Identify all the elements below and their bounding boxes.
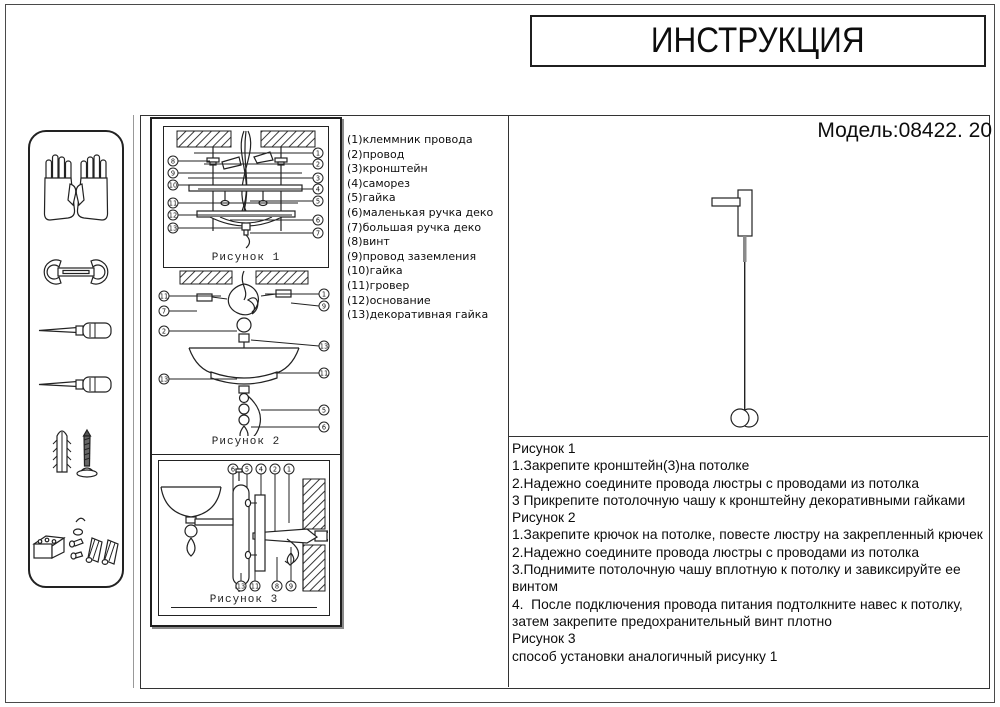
svg-text:13: 13 — [319, 342, 329, 351]
figure-1-drawing — [164, 127, 327, 251]
wrench-icon — [37, 258, 115, 288]
svg-text:5: 5 — [321, 406, 327, 415]
figures-separator-line — [152, 454, 340, 455]
model-label: Модель:08422. 20 — [817, 119, 992, 142]
screwdriver-icon — [36, 372, 116, 396]
parts-list-item: (13)декоративная гайка — [347, 308, 489, 322]
svg-text:1: 1 — [286, 465, 292, 474]
figure-3 — [158, 460, 330, 616]
parts-list-item: (11)гровер — [347, 278, 410, 292]
svg-text:11: 11 — [168, 199, 178, 208]
tools-panel — [28, 130, 124, 588]
svg-text:7: 7 — [161, 307, 167, 316]
instruction-line: способ установки аналогичный рисунку 1 — [512, 648, 778, 664]
left-margin-line — [133, 115, 134, 688]
svg-text:13: 13 — [236, 582, 246, 591]
anchor-screw-icon — [45, 426, 107, 482]
svg-text:4: 4 — [258, 465, 264, 474]
svg-text:9: 9 — [170, 169, 176, 178]
svg-text:13: 13 — [159, 375, 169, 384]
parts-list-item: (1)клеммник провода — [347, 133, 473, 146]
parts-list-item: (10)гайка — [347, 264, 403, 278]
svg-text:11: 11 — [159, 292, 169, 301]
instruction-line: Рисунок 2 — [512, 510, 576, 526]
instruction-line: 2.Надежно соедините провода люстры с проводами из потолка — [512, 475, 920, 491]
svg-text:5: 5 — [244, 465, 250, 474]
svg-text:11: 11 — [319, 369, 329, 378]
svg-text:5: 5 — [315, 197, 321, 206]
svg-text:1: 1 — [315, 149, 321, 158]
parts-list — [347, 133, 497, 323]
instruction-line: 1.Закрепите крючок на потолке, повесте люстру на закрепленный крючек — [512, 527, 983, 543]
instruction-line: 2.Надежно соедините провода люстры с проводами из потолка — [512, 544, 920, 560]
svg-text:4: 4 — [315, 185, 321, 194]
svg-text:1: 1 — [321, 290, 327, 299]
instruction-line: 3 Прикрепите потолочную чашу к кронштейну декоративными гайками — [512, 492, 966, 508]
figure-3-caption: Рисунок 3 — [209, 594, 279, 606]
figure-2 — [153, 270, 337, 436]
gloves-icon — [37, 148, 115, 228]
figure-1-caption: Рисунок 1 — [211, 252, 281, 264]
svg-text:7: 7 — [315, 229, 321, 238]
svg-text:12: 12 — [168, 211, 178, 220]
parts-list-item: (7)большая ручка деко — [347, 220, 482, 234]
parts-list-item: (3)кронштейн — [347, 162, 428, 176]
svg-text:8: 8 — [274, 582, 280, 591]
fasteners-icon — [30, 512, 122, 570]
svg-text:2: 2 — [315, 160, 321, 169]
figure-1 — [163, 126, 329, 268]
svg-text:9: 9 — [288, 582, 294, 591]
svg-text:2: 2 — [272, 465, 278, 474]
svg-text:2: 2 — [161, 327, 167, 336]
instruction-line: 4. После подключения провода питания подтолкните навес к потолку, затем закрепите предохранительный винт плотно — [512, 596, 967, 629]
vertical-divider — [508, 115, 509, 687]
svg-text:6: 6 — [321, 423, 327, 432]
horizontal-divider — [509, 436, 988, 437]
svg-text:11: 11 — [250, 582, 260, 591]
instruction-line: Рисунок 3 — [512, 631, 576, 647]
figure-3-caption-underline — [171, 607, 317, 608]
instruction-line: 3.Поднимите потолочную чашу вплотную к потолку и завиксируйте ее винтом — [512, 562, 965, 595]
figures-panel — [150, 117, 342, 627]
svg-text:8: 8 — [170, 157, 176, 166]
instructions-text — [512, 440, 988, 665]
figure-3-drawing — [159, 461, 328, 593]
page-title: ИНСТРУКЦИЯ — [651, 21, 865, 60]
svg-text:9: 9 — [321, 302, 327, 311]
parts-list-item: (5)гайка — [347, 191, 396, 205]
svg-text:13: 13 — [168, 224, 178, 233]
instruction-line: 1.Закрепите кронштейн(3)на потолке — [512, 458, 750, 474]
parts-list-item: (4)саморез — [347, 176, 410, 190]
figure-2-caption: Рисунок 2 — [211, 436, 281, 448]
parts-list-item: (2)провод — [347, 147, 405, 161]
parts-list-item: (12)основание — [347, 293, 431, 307]
svg-text:3: 3 — [315, 174, 321, 183]
svg-text:6: 6 — [315, 216, 321, 225]
svg-text:6: 6 — [230, 465, 236, 474]
screwdriver-icon — [36, 318, 116, 342]
parts-list-item: (8)винт — [347, 235, 390, 249]
parts-list-item: (6)маленькая ручка деко — [347, 205, 494, 219]
svg-text:10: 10 — [168, 181, 178, 190]
pendant-wire-diagram — [688, 174, 798, 434]
title-box — [530, 15, 986, 67]
instruction-line: Рисунок 1 — [512, 441, 576, 456]
parts-list-item: (9)провод заземления — [347, 249, 477, 263]
figure-2-drawing — [153, 270, 337, 436]
